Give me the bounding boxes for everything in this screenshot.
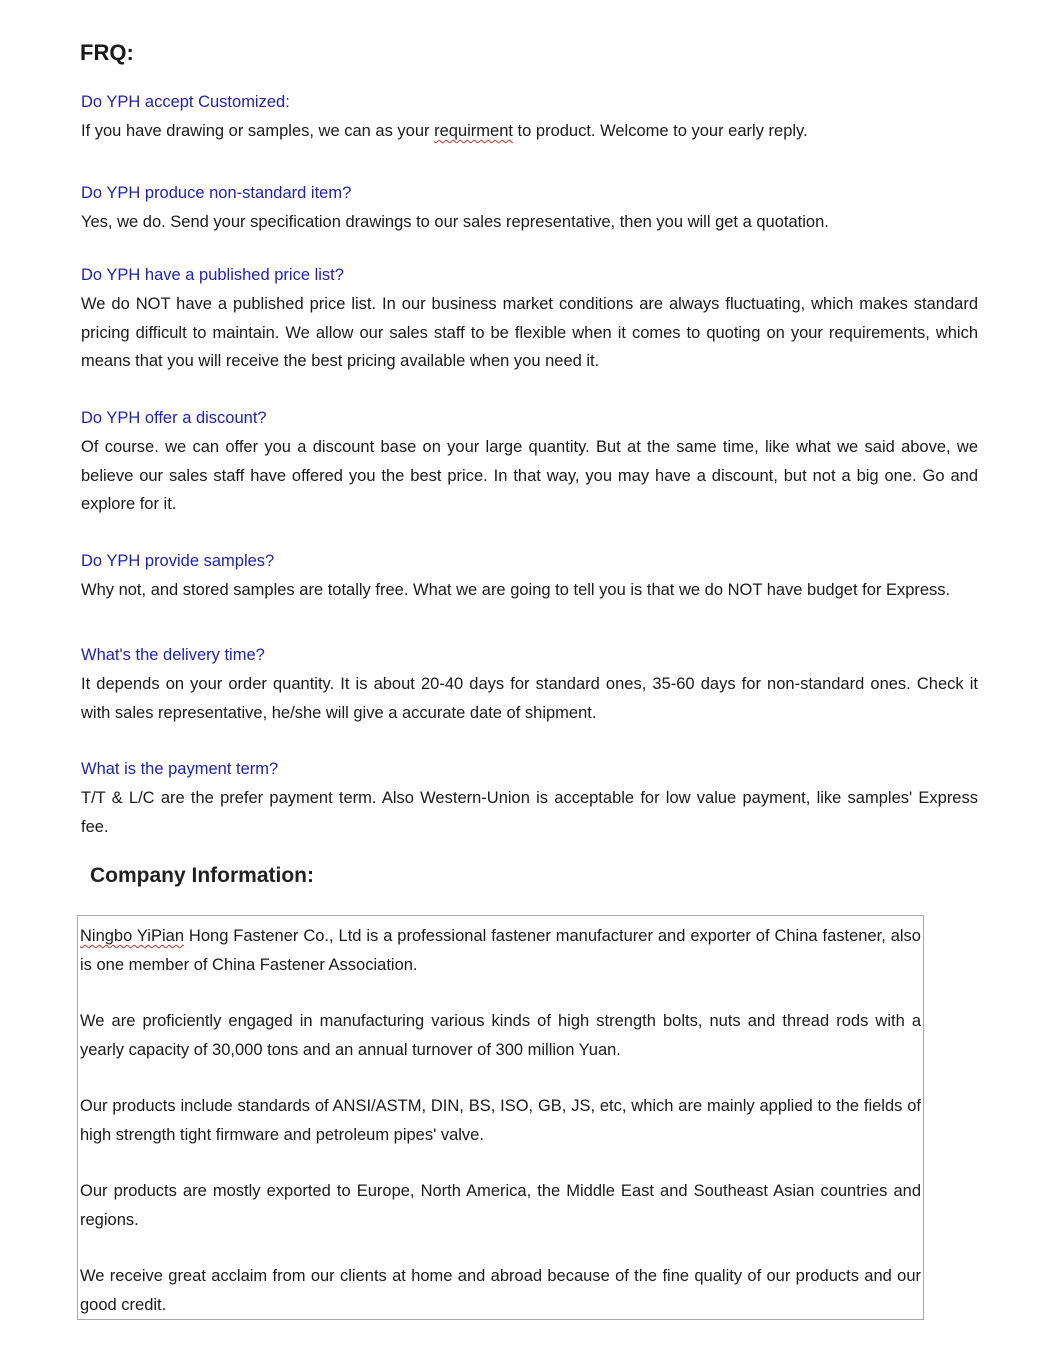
answer-text: to product. Welcome to your early reply. [512, 122, 808, 140]
faq-question: Do YPH produce non-standard item? [81, 184, 352, 202]
faq-question: Do YPH offer a discount? [81, 409, 267, 427]
company-text: Hong Fastener Co., Ltd is a professional fastener manufacturer and exporter of China fastener, also is one member of China Fastener Association. [80, 927, 921, 974]
faq-answer: It depends on your order quantity. It is about 20-40 days for standard ones, 35-60 days for non-standard ones. Check it with sales representative, he/she will give a accurate date of shipment. [81, 675, 978, 722]
spellcheck-flagged-word: requirment [434, 122, 513, 140]
faq-answer: We do NOT have a published price list. In our business market conditions are always fluctuating, which makes standard pricing difficult to maintain. We allow our sales staff to be flexible when it comes to quoting on your requirements, which means that you will receive the best pricing available when you need it. [81, 295, 978, 370]
faq-question: Do YPH provide samples? [81, 552, 275, 570]
faq-answer: Of course. we can offer you a discount base on your large quantity. But at the same time, like what we said above, we believe our sales staff have offered you the best price. In that way, you may have a discount, but not a big one. Go and explore for it. [81, 438, 978, 513]
frq-title: FRQ: [80, 40, 134, 65]
company-info-title: Company Information: [90, 864, 314, 887]
company-paragraph: Our products include standards of ANSI/ASTM, DIN, BS, ISO, GB, JS, etc, which are mainly applied to the fields of high strength tight firmware and petroleum pipes' valve. [80, 1097, 921, 1144]
faq-item-payment-term [81, 758, 978, 841]
answer-text: If you have drawing or samples, we can as your [81, 122, 435, 140]
faq-answer: Yes, we do. Send your specification drawings to our sales representative, then you will get a quotation. [81, 213, 829, 231]
faq-item-customized [81, 91, 978, 146]
faq-question: Do YPH have a published price list? [81, 266, 344, 284]
faq-answer: Why not, and stored samples are totally free. What we are going to tell you is that we do NOT have budget for Express. [81, 581, 951, 599]
company-paragraph [80, 922, 921, 979]
company-paragraph: Our products are mostly exported to Europe, North America, the Middle East and Southeast Asian countries and regions. [80, 1182, 921, 1229]
spellcheck-flagged-word: Ningbo YiPian [80, 927, 184, 945]
company-info-box [77, 915, 924, 1320]
faq-answer [81, 117, 978, 146]
faq-item-delivery-time [81, 644, 978, 727]
faq-item-samples [81, 550, 978, 605]
faq-answer: T/T & L/C are the prefer payment term. Also Western-Union is acceptable for low value payment, like samples' Express fee. [81, 789, 978, 836]
company-paragraph: We are proficiently engaged in manufacturing various kinds of high strength bolts, nuts and thread rods with a yearly capacity of 30,000 tons and an annual turnover of 300 million Yuan. [80, 1012, 921, 1059]
faq-question: What's the delivery time? [81, 646, 265, 664]
company-paragraph: We receive great acclaim from our clients at home and abroad because of the fine quality of our products and our good credit. [80, 1267, 921, 1314]
faq-question: Do YPH accept Customized: [81, 93, 290, 111]
faq-item-discount [81, 407, 978, 519]
faq-question: What is the payment term? [81, 760, 279, 778]
faq-item-non-standard [81, 182, 978, 237]
faq-item-price-list [81, 264, 978, 376]
